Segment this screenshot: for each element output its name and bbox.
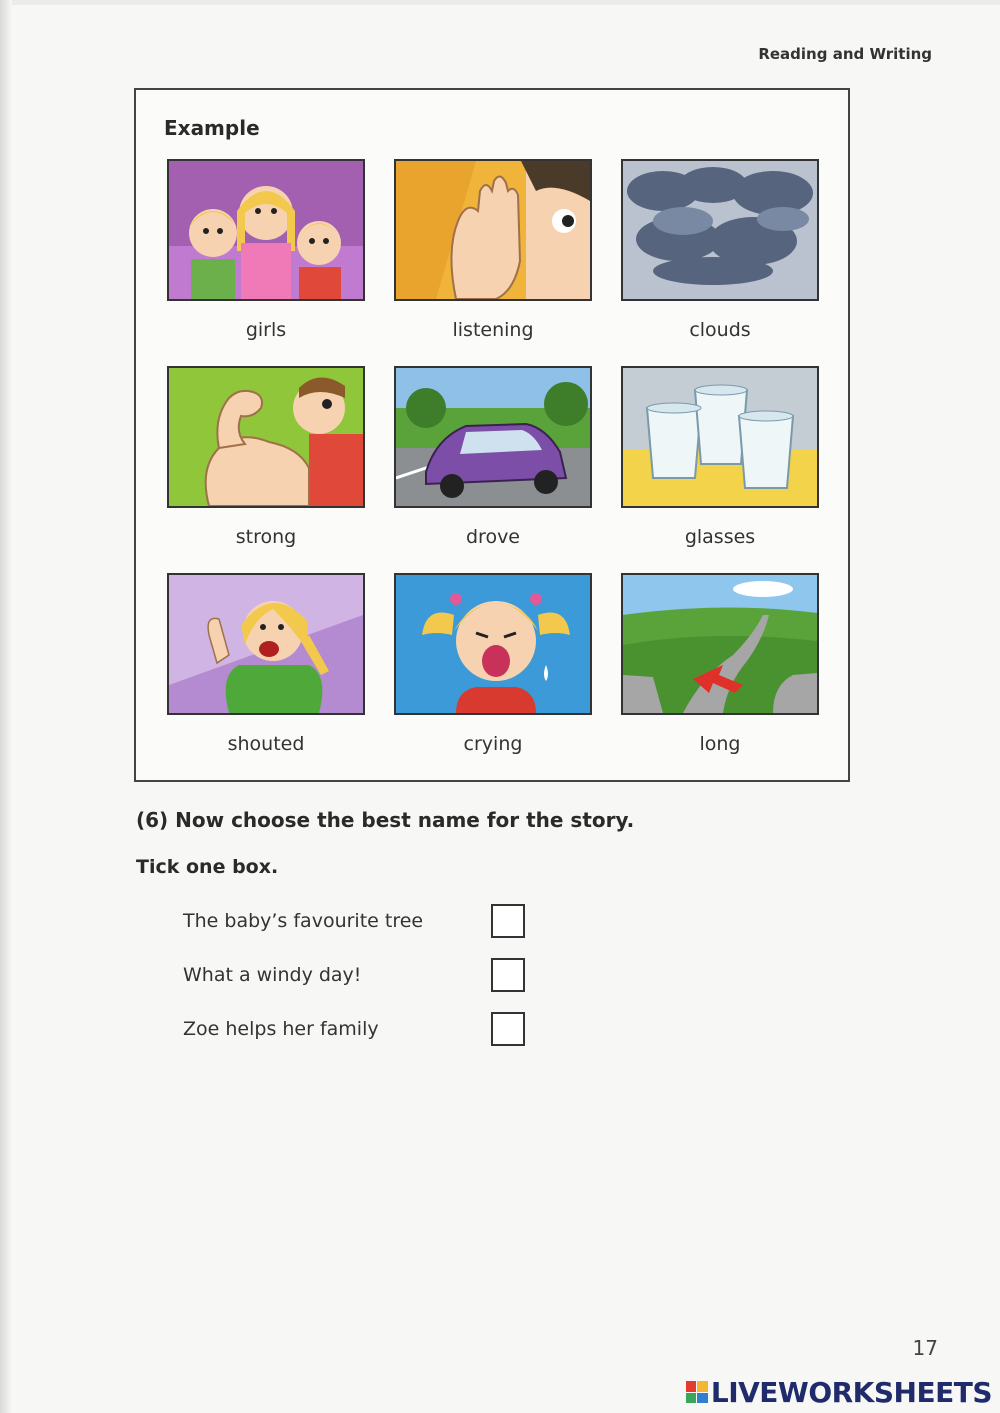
example-item-listening <box>394 159 592 341</box>
example-item-clouds <box>621 159 819 341</box>
example-item-glasses <box>621 366 819 548</box>
option-row <box>183 958 563 992</box>
liveworksheets-logo-icon <box>686 1381 708 1403</box>
tick-box-option-2[interactable] <box>491 958 525 992</box>
example-item-label: clouds <box>689 319 751 341</box>
ear-listening-picture <box>394 159 592 301</box>
page-number: 17 <box>912 1336 938 1360</box>
water-glasses-picture <box>621 366 819 508</box>
example-item-shouted <box>167 573 365 755</box>
brand-name: LIVEWORKSHEETS <box>710 1375 992 1409</box>
option-label: The baby’s favourite tree <box>183 910 424 932</box>
option-label: What a windy day! <box>183 964 362 986</box>
girl-shouting-picture <box>167 573 365 715</box>
question-text: (6) Now choose the best name for the story. <box>136 808 635 832</box>
example-item-label: long <box>699 733 741 755</box>
section-header: Reading and Writing <box>758 45 932 63</box>
car-picture <box>394 366 592 508</box>
three-girls-picture <box>167 159 365 301</box>
brand-footer <box>686 1376 992 1408</box>
example-item-label: girls <box>245 319 287 341</box>
clouds-picture <box>621 159 819 301</box>
girl-crying-picture <box>394 573 592 715</box>
example-item-crying <box>394 573 592 755</box>
example-item-label: shouted <box>227 733 305 755</box>
example-item-drove <box>394 366 592 548</box>
page-top-edge <box>0 0 1000 5</box>
option-label: Zoe helps her family <box>183 1018 379 1040</box>
example-item-long <box>621 573 819 755</box>
option-row <box>183 904 563 938</box>
example-item-girls <box>167 159 365 341</box>
example-item-label: glasses <box>684 526 756 548</box>
example-item-label: crying <box>463 733 523 755</box>
example-title: Example <box>164 116 260 140</box>
tick-box-option-1[interactable] <box>491 904 525 938</box>
example-item-strong <box>167 366 365 548</box>
long-road-picture <box>621 573 819 715</box>
example-item-label: drove <box>465 526 520 548</box>
strong-arm-picture <box>167 366 365 508</box>
example-item-label: listening <box>452 319 534 341</box>
example-box <box>134 88 850 782</box>
question-instruction: Tick one box. <box>136 856 279 878</box>
option-row <box>183 1012 563 1046</box>
page-binding-shadow <box>0 0 12 1413</box>
tick-box-option-3[interactable] <box>491 1012 525 1046</box>
example-item-label: strong <box>235 526 297 548</box>
